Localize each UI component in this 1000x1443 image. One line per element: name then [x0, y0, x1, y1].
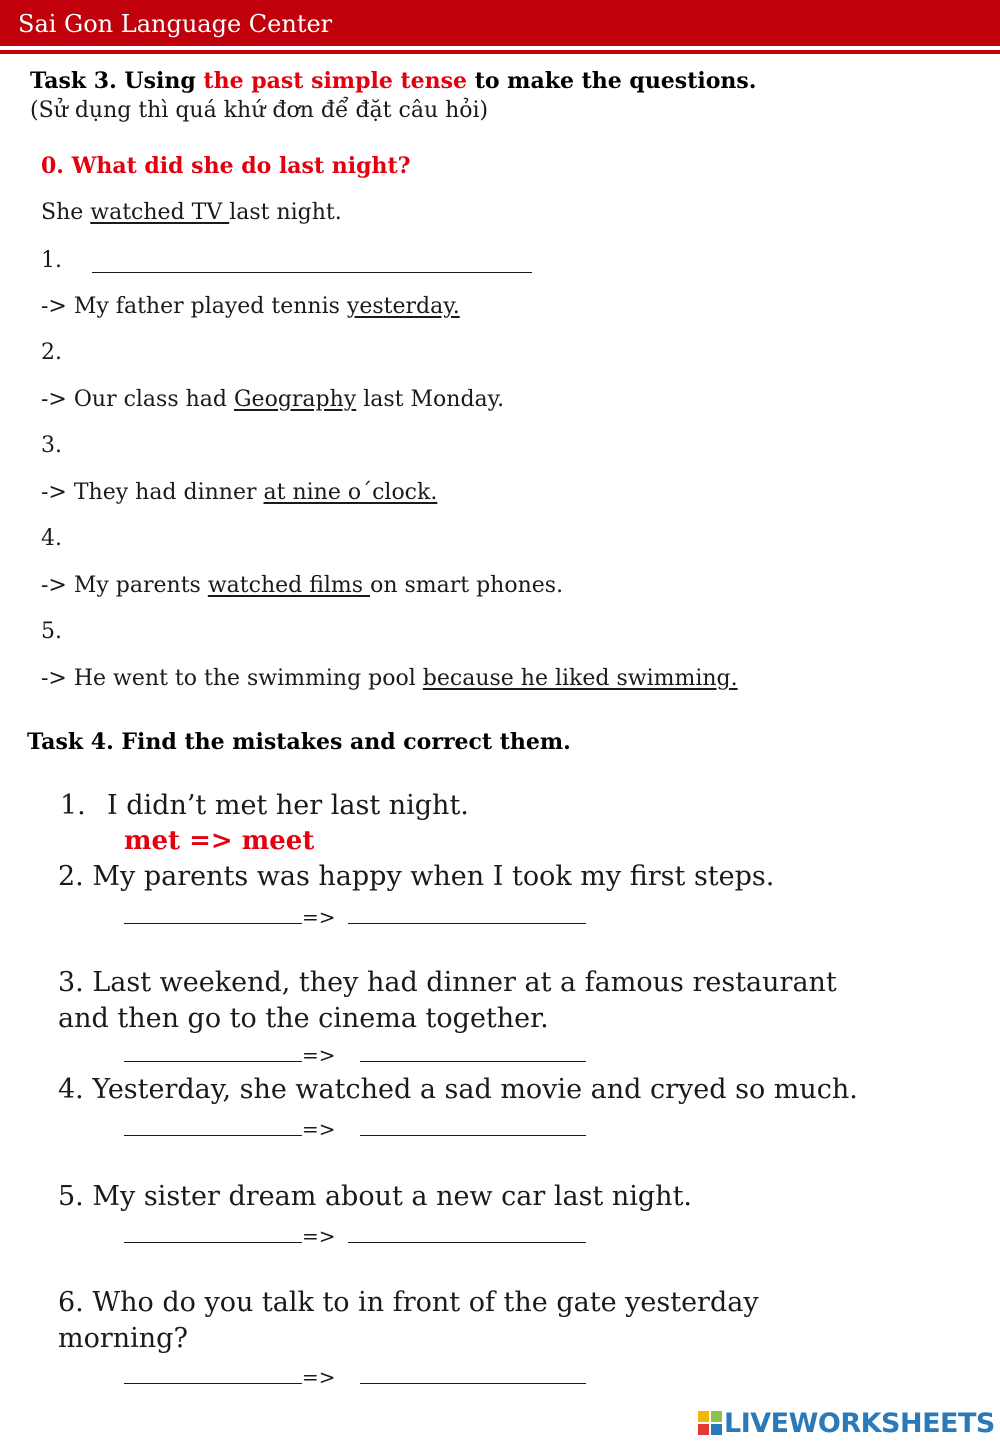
task4-item-3-mistake-blank[interactable] [124, 1043, 302, 1062]
item-pre: -> He went to the swimming pool [41, 666, 423, 691]
arrow: => [302, 1117, 336, 1141]
task4-item-3-correction-blank[interactable] [360, 1043, 586, 1062]
task3-heading-highlight: the past simple tense [203, 68, 468, 94]
task3-item-3-answer [41, 480, 437, 505]
task4-item-5-mistake-blank[interactable] [124, 1224, 302, 1243]
task4-item-4-correction-blank[interactable] [360, 1117, 586, 1136]
task4-example-sentence: I didn’t met her last night. [107, 790, 469, 821]
task4-item-2-mistake-blank[interactable] [124, 905, 302, 924]
arrow: => [302, 1365, 336, 1389]
task3-item-1-answer [41, 294, 460, 319]
arrow: => [302, 905, 336, 929]
item-pre: -> They had dinner [41, 480, 264, 505]
task3-item-1-blank[interactable] [92, 254, 532, 273]
header-divider [0, 50, 1000, 54]
task3-item-3-number: 3. [41, 433, 62, 458]
task3-example-answer [41, 200, 342, 225]
task3-heading [30, 68, 756, 94]
task4-item-3-answer-row [124, 1043, 586, 1068]
task3-heading-pre: Task 3. Using [30, 68, 204, 94]
task4-item-4-mistake-blank[interactable] [124, 1117, 302, 1136]
item-underlined: because he liked swimming. [422, 666, 738, 691]
task3-item-5-number: 5. [41, 619, 62, 644]
task3-item-1-number: 1. [41, 248, 62, 273]
header-bar [0, 0, 1000, 46]
item-underlined: at nine o´clock. [263, 480, 438, 505]
task4-item-5-answer-row [124, 1224, 586, 1249]
liveworksheets-logo-text: LIVEWORKSHEETS [724, 1408, 995, 1439]
task3-item-4-answer [41, 573, 563, 598]
task4-example-number: 1. [60, 790, 86, 821]
task4-item-6-correction-blank[interactable] [360, 1365, 586, 1384]
task4-item-2-sentence: 2. My parents was happy when I took my first steps. [58, 861, 775, 892]
example-answer-pre: She [41, 200, 91, 225]
task4-example-answer: met => meet [124, 826, 315, 856]
liveworksheets-logo-icon [698, 1411, 722, 1435]
example-answer-post: last night. [229, 200, 342, 225]
task4-item-4-sentence: 4. Yesterday, she watched a sad movie and cryed so much. [58, 1074, 858, 1105]
task3-heading-post: to make the questions. [467, 68, 757, 94]
task3-item-4-number: 4. [41, 526, 62, 551]
task4-item-3-sentence-line1: 3. Last weekend, they had dinner at a famous restaurant [58, 967, 837, 998]
task3-item-2-number: 2. [41, 340, 62, 365]
task4-heading: Task 4. Find the mistakes and correct them. [27, 729, 571, 755]
task4-item-2-answer-row [124, 905, 586, 930]
example-answer-underlined: watched TV [90, 200, 230, 225]
task3-example-question: 0. What did she do last night? [41, 153, 411, 179]
task4-item-6-answer-row [124, 1365, 586, 1390]
task4-item-4-answer-row [124, 1117, 586, 1142]
task4-item-6-sentence-line2: morning? [58, 1323, 188, 1354]
header-title: Sai Gon Language Center [18, 10, 333, 38]
task4-item-6-mistake-blank[interactable] [124, 1365, 302, 1384]
task4-item-2-correction-blank[interactable] [348, 905, 586, 924]
task4-item-5-sentence: 5. My sister dream about a new car last night. [58, 1181, 692, 1212]
task4-item-3-sentence-line2: and then go to the cinema together. [58, 1003, 549, 1034]
item-post: last Monday. [356, 387, 505, 412]
task4-item-5-correction-blank[interactable] [348, 1224, 586, 1243]
task3-subtitle: (Sử dụng thì quá khứ đơn để đặt câu hỏi) [30, 98, 489, 123]
item-pre: -> My parents [41, 573, 208, 598]
item-post: on smart phones. [370, 573, 564, 598]
task4-item-6-sentence-line1: 6. Who do you talk to in front of the gate yesterday [58, 1287, 759, 1318]
task3-item-5-answer [41, 666, 738, 691]
item-underlined: watched films [207, 573, 371, 598]
item-pre: -> My father played tennis [41, 294, 347, 319]
arrow: => [302, 1224, 336, 1248]
item-underlined: yesterday. [346, 294, 460, 319]
item-pre: -> Our class had [41, 387, 234, 412]
arrow: => [302, 1043, 336, 1067]
task3-item-2-answer [41, 387, 504, 412]
item-underlined: Geography [233, 387, 357, 412]
